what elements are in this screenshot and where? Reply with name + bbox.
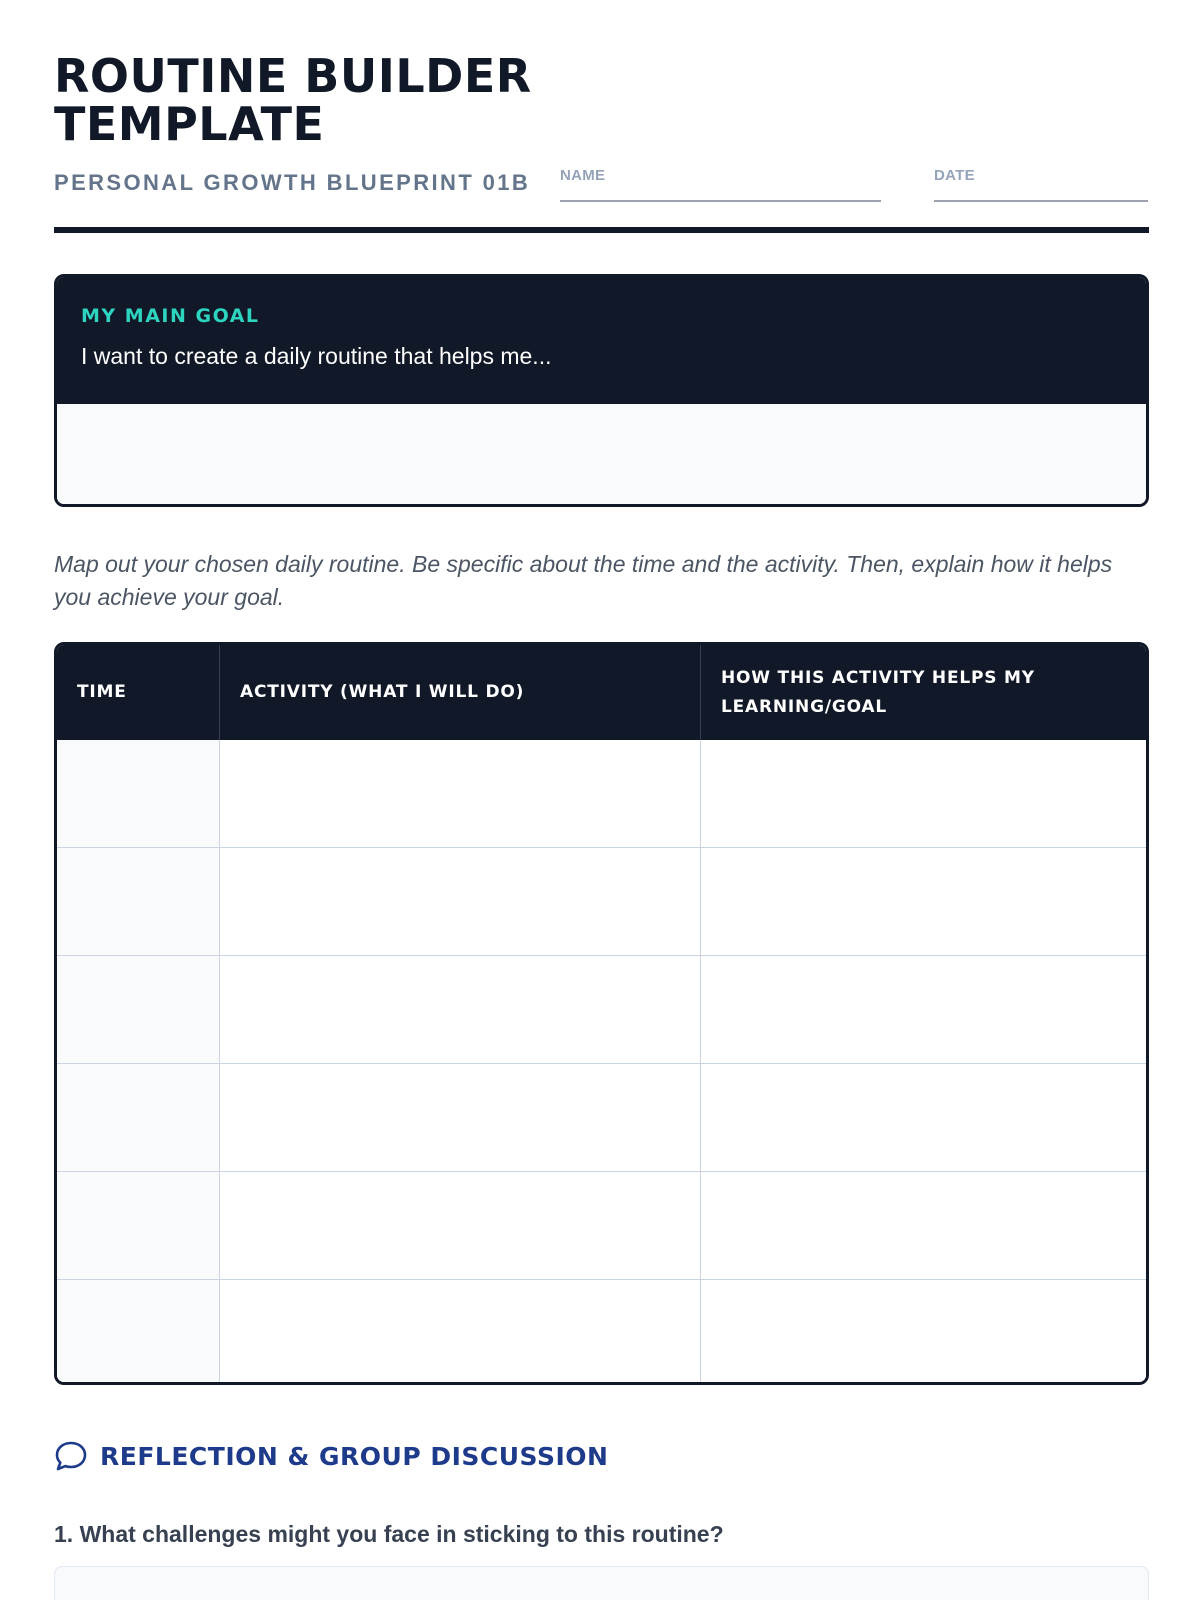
routine-table [54,642,1149,1385]
date-field[interactable] [934,162,1148,202]
table-row [57,1171,1146,1279]
time-cell[interactable] [57,1280,220,1385]
table-row [57,1279,1146,1385]
question-1: 1. What challenges might you face in sticking to this routine? [54,1521,724,1547]
main-goal-answer-area[interactable] [57,404,1146,504]
activity-cell[interactable] [220,1280,701,1385]
page-title-line-2: TEMPLATE [54,97,325,151]
main-goal-box [54,274,1149,507]
how-it-helps-cell[interactable] [701,848,1146,955]
instructions-text: Map out your chosen daily routine. Be specific about the time and the activity. Then, explain how it helps you achieve your goal. [54,551,1113,610]
reflection-heading [54,1439,608,1473]
column-header-time: TIME [57,645,220,740]
table-header-row [57,645,1146,740]
header-divider [54,227,1149,233]
table-row [57,955,1146,1063]
name-field[interactable] [560,162,881,202]
time-cell[interactable] [57,740,220,847]
time-cell[interactable] [57,1172,220,1279]
table-body [57,740,1146,1385]
activity-cell[interactable] [220,1064,701,1171]
main-goal-label: MY MAIN GOAL [81,305,260,327]
main-goal-prompt: I want to create a daily routine that helps me... [81,343,552,369]
activity-cell[interactable] [220,740,701,847]
question-1-answer-area[interactable] [54,1566,1149,1600]
how-it-helps-cell[interactable] [701,1172,1146,1279]
time-cell[interactable] [57,956,220,1063]
how-it-helps-cell[interactable] [701,1064,1146,1171]
page-subtitle: PERSONAL GROWTH BLUEPRINT 01B [54,170,531,195]
reflection-title: REFLECTION & GROUP DISCUSSION [100,1441,609,1471]
how-it-helps-cell[interactable] [701,956,1146,1063]
how-it-helps-cell[interactable] [701,1280,1146,1385]
name-label: NAME [560,167,606,184]
date-label: DATE [934,167,975,184]
activity-cell[interactable] [220,848,701,955]
activity-cell[interactable] [220,1172,701,1279]
page-title [54,49,614,151]
table-row [57,1063,1146,1171]
time-cell[interactable] [57,1064,220,1171]
activity-cell[interactable] [220,956,701,1063]
page-title-line-1: ROUTINE BUILDER [54,49,532,103]
chat-bubble-icon [54,1439,88,1473]
column-header-activity: ACTIVITY (WHAT I WILL DO) [220,645,701,740]
how-it-helps-cell[interactable] [701,740,1146,847]
time-cell[interactable] [57,848,220,955]
table-row [57,847,1146,955]
main-goal-header [57,277,1146,404]
column-header-how-it-helps: HOW THIS ACTIVITY HELPS MY LEARNING/GOAL [721,667,1035,717]
table-row [57,740,1146,847]
